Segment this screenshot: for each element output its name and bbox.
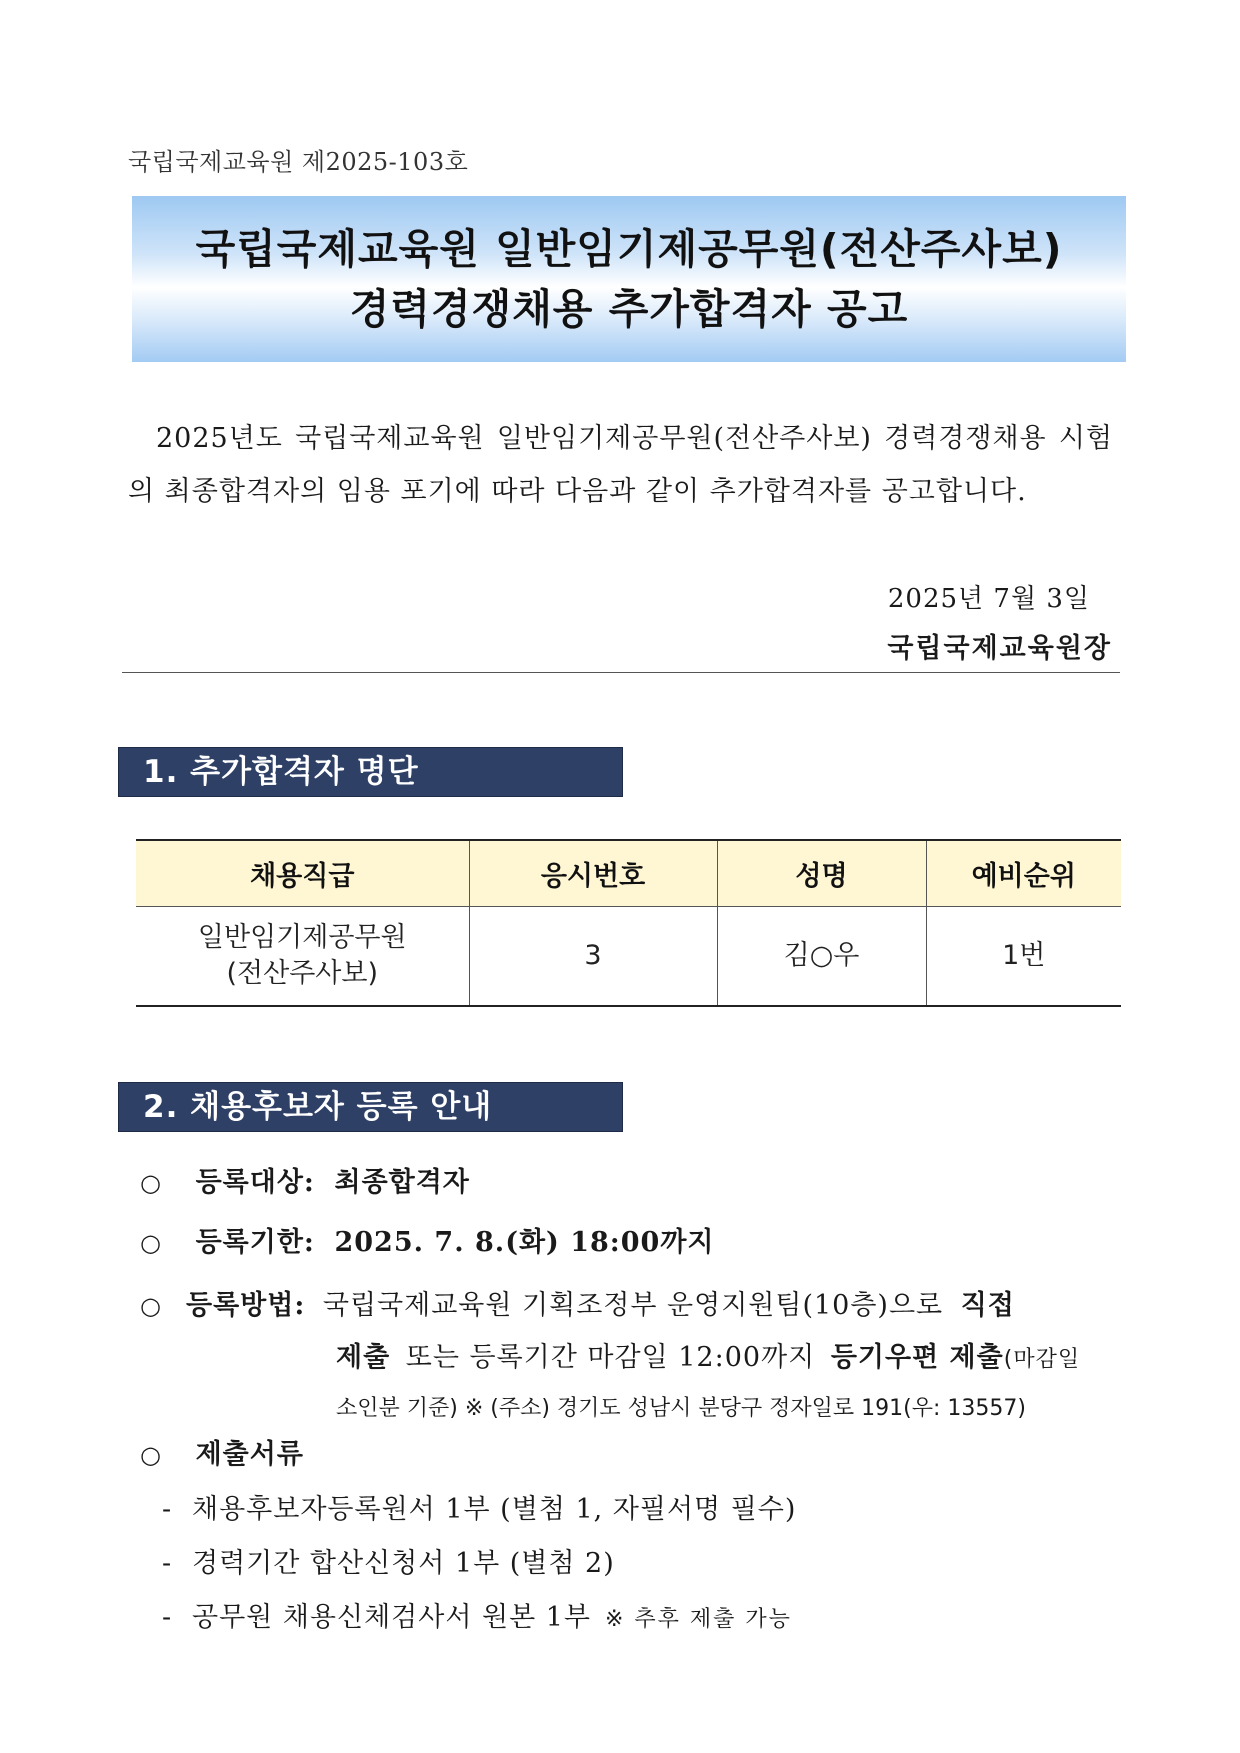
- list-item: [162, 1483, 796, 1537]
- header-name: 성명: [717, 840, 926, 906]
- target-label: 등록대상:: [195, 1167, 315, 1198]
- section-2-header: 2. 채용후보자 등록 안내: [118, 1082, 623, 1132]
- method-direct: 직접: [960, 1290, 1015, 1321]
- cell-grade-line2: (전산주사보): [226, 957, 378, 989]
- announcement-date: 2025년 7월 3일: [887, 584, 1090, 614]
- title-line-1: 국립국제교육원 일반임기제공무원(전산주사보): [195, 225, 1063, 273]
- target-row: [140, 1160, 470, 1199]
- dash-icon: -: [162, 1548, 173, 1579]
- method-registered-mail: 등기우편 제출: [830, 1342, 1004, 1373]
- section-1-header: 1. 추가합격자 명단: [118, 747, 623, 797]
- divider: [122, 672, 1120, 673]
- list-item: [162, 1537, 796, 1591]
- header-exam-no: 응시번호: [469, 840, 717, 906]
- doc-note: ※ 추후 제출 가능: [605, 1607, 792, 1632]
- method-submit: 제출: [336, 1342, 391, 1373]
- intro-paragraph: [128, 412, 1113, 518]
- cell-exam-no: 3: [469, 906, 717, 1006]
- method-address: 소인분 기준) ※ (주소) 경기도 성남시 분당구 정자일로 191(우: 13557): [336, 1396, 1026, 1421]
- cell-name: 김○우: [717, 906, 926, 1006]
- method-small-1: (마감일: [1003, 1347, 1081, 1372]
- method-text-1: 국립국제교육원 기획조정부 운영지원팀(10층)으로: [322, 1290, 944, 1321]
- doc-text: 채용후보자등록원서 1부 (별첨 1, 자필서명 필수): [192, 1494, 797, 1525]
- dash-icon: -: [162, 1602, 173, 1633]
- method-text-2: 또는 등록기간 마감일 12:00까지: [405, 1342, 816, 1373]
- bullet-icon: ○: [140, 1169, 162, 1197]
- title-box: [132, 196, 1126, 362]
- doc-text: 공무원 채용신체검사서 원본 1부: [192, 1602, 591, 1633]
- table-row: [136, 906, 1121, 1006]
- deadline-value: 2025. 7. 8.(화) 18:00까지: [334, 1227, 715, 1258]
- result-table: [136, 839, 1121, 1007]
- intro-text: 2025년도 국립국제교육원 일반임기제공무원(전산주사보) 경력경쟁채용 시험의 최종합격자의 임용 포기에 따라 다음과 같이 추가합격자를 공고합니다.: [128, 423, 1113, 507]
- docs-row: [140, 1432, 304, 1471]
- cell-grade-line1: 일반임기제공무원: [197, 921, 407, 953]
- header-rank: 예비순위: [926, 840, 1121, 906]
- target-value: 최종합격자: [334, 1167, 470, 1198]
- deadline-label: 등록기한:: [195, 1227, 315, 1258]
- bullet-icon: ○: [140, 1441, 162, 1469]
- method-label: 등록방법:: [186, 1290, 306, 1321]
- cell-rank: 1번: [926, 906, 1121, 1006]
- title-line-2: 경력경쟁채용 추가합격자 공고: [349, 285, 909, 333]
- docs-list: [162, 1483, 796, 1647]
- deadline-row: [140, 1220, 715, 1259]
- doc-number: 국립국제교육원 제2025-103호: [128, 148, 469, 176]
- bullet-icon: ○: [140, 1292, 162, 1320]
- bullet-icon: ○: [140, 1229, 162, 1257]
- table-header-row: [136, 840, 1121, 906]
- list-item: [162, 1591, 796, 1647]
- cell-grade: [136, 906, 469, 1006]
- docs-label: 제출서류: [195, 1439, 304, 1470]
- method-block: [140, 1280, 1125, 1432]
- dash-icon: -: [162, 1494, 173, 1525]
- issuer: 국립국제교육원장: [887, 633, 1112, 664]
- doc-text: 경력기간 합산신청서 1부 (별첨 2): [192, 1548, 615, 1579]
- header-grade: 채용직급: [136, 840, 469, 906]
